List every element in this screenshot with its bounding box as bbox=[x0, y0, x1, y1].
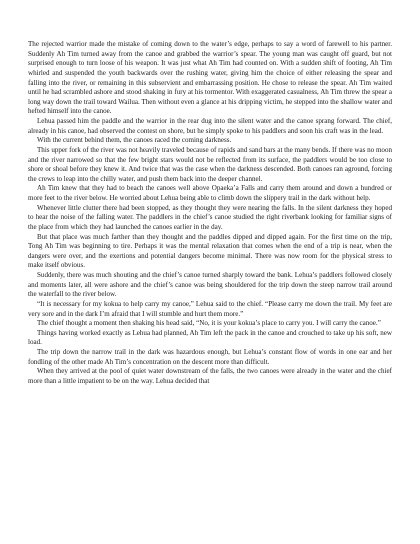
page-body bbox=[28, 40, 392, 387]
paragraph-7: But that place was much farther than they thought and the paddles dipped and dipped again. For the first time on the trip, Tong Ah Tim was beginning to tire. Perhaps it was the mental relaxation that comes when the end of a trip is near, when the dangers were over, and the exertions and potential dangers become minimal. There was now room for the physical stress to make itself obvious. bbox=[28, 232, 392, 270]
paragraph-9: “It is necessary for my kokua to help carry my canoe,” Lehua said to the chief. “Please carry me down the trail. My feet are very sore and in the dark I’m afraid that I will stumble and hurt them more.” bbox=[28, 299, 392, 318]
paragraph-10: The chief thought a moment then shaking his head said, “No, it is your kokua’s place to carry you. I will carry the canoe.” bbox=[37, 319, 381, 328]
paragraph-4: This upper fork of the river was not heavily traveled because of rapids and sand bars at the many bends. If there was no moon and the river narrowed so that the few bright stars would not be reflected from its surface, the paddlers would be too close to shore or shoal before they knew it. And twice that was the case when the darkness descended. Both canoes ran aground, forcing the crews to leap into the chilly water, and push them back into the deeper channel. bbox=[28, 145, 392, 183]
paragraph-1: The rejected warrior made the mistake of coming down to the water’s edge, perhaps to say a word of farewell to his partner. Suddenly Ah Tim turned away from the canoe and grabbed the warrior’s spear. The young man was caught off guard, but not surprised enough to turn loose of his weapon. It was just what Ah Tim had counted on. With a sudden shift of footing, Ah Tim whirled and suspended the youth backwards over the rushing water, giving him the choice of either releasing the spear and falling into the river, or remaining in this subservient and embarrassing position. He chose to release the spear. Ah Tim waited until he had scrambled ashore and stood shaking in fury at his tormentor. With exaggerated casualness, Ah Tim threw the spear a long way down the trail toward Wailua. Then without even a glance at his dripping victim, he stepped into the shallow water and hefted himself into the canoe. bbox=[28, 40, 392, 116]
paragraph-8: Suddenly, there was much shouting and the chief’s canoe turned sharply toward the bank. Lehua’s paddlers followed closely and moments later, all were ashore and the chief’s canoe was being shouldered for the trip down the steep narrow trail around the waterfall to the river below. bbox=[28, 271, 392, 299]
paragraph-5: Ah Tim knew that they had to beach the canoes well above Opaeka’a Falls and carry them around and down a hundred or more feet to the river below. He worried about Lehua being able to climb down the slippery trail in the dark without help. bbox=[28, 184, 392, 202]
paragraph-12: The trip down the narrow trail in the dark was hazardous enough, but Lehua’s constant flow of words in one ear and her fondling of the other made Ah Tim’s concentration on the descent more than difficult. bbox=[28, 348, 392, 366]
paragraph-3: With the current behind them, the canoes raced the coming darkness. bbox=[37, 136, 232, 145]
paragraph-2: Lehua passed him the paddle and the warrior in the rear dug into the silent water and the canoe sprang forward. The chief, already in his canoe, had observed the contest on shore, but he simply spoke to his paddlers and soon his craft was in the lead. bbox=[28, 117, 392, 135]
paragraph-13: When they arrived at the pool of quiet water downstream of the falls, the two canoes were already in the water and the chief more than a little impatient to be on the way. Lehua decided that bbox=[28, 367, 392, 385]
paragraph-11: Things having worked exactly as Lehua had planned, Ah Tim left the pack in the canoe and crouched to take up his soft, new load. bbox=[28, 328, 392, 347]
paragraph-6: Whenever little clutter there had been stopped, as they thought they were nearing the falls. In the silent darkness they hoped to hear the noise of the falling water. The paddlers in the chief’s canoe studied the right riverbank looking for familiar signs of the place from which they had launched the canoes earlier in the day. bbox=[28, 203, 392, 231]
